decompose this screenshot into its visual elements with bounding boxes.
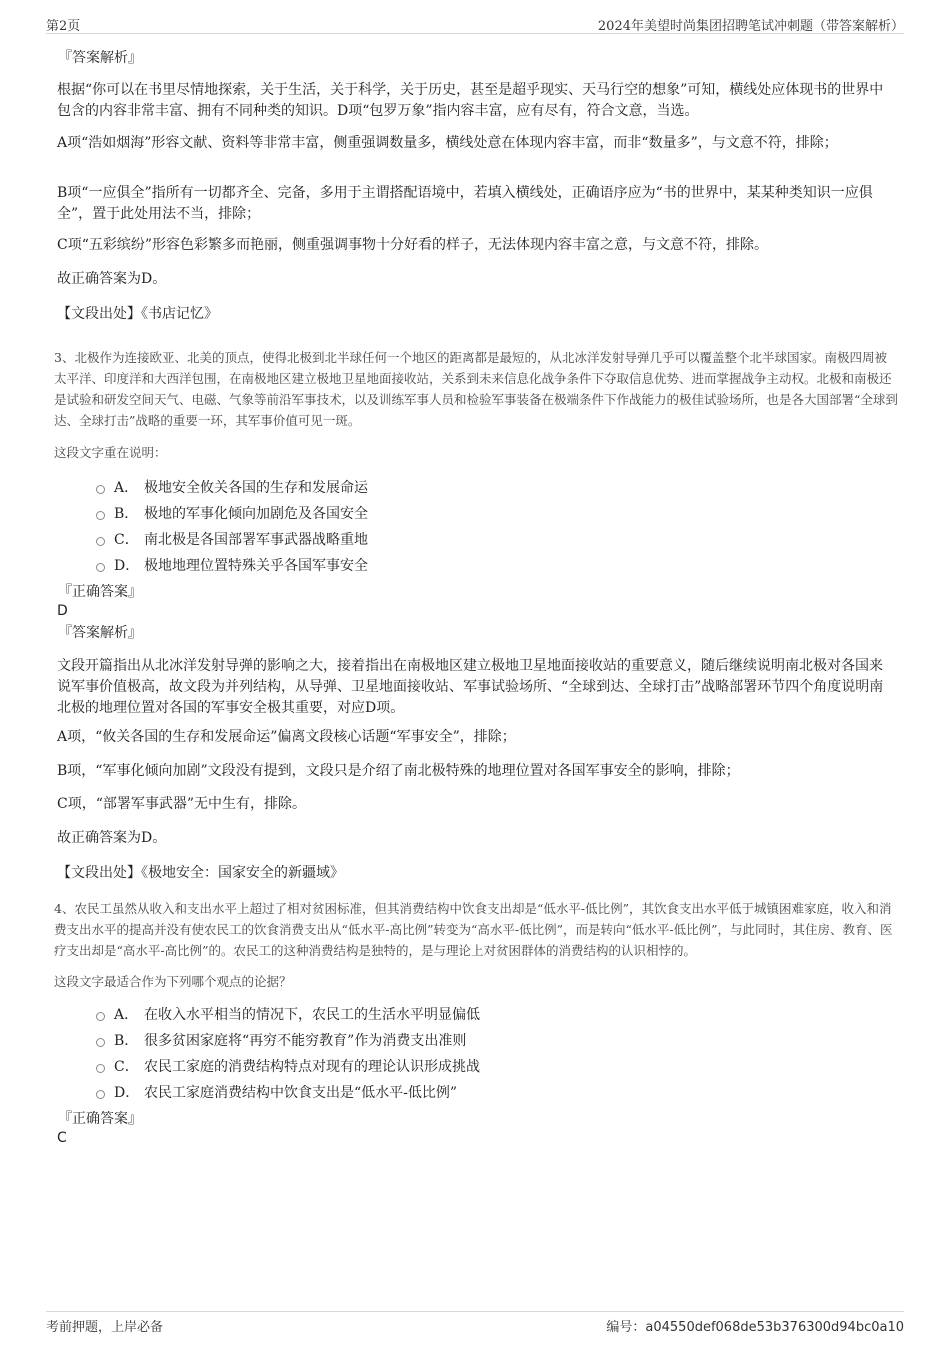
radio-icon[interactable]	[96, 1064, 105, 1073]
q3-analysis-paragraph-1: 文段开篇指出从北冰洋发射导弹的影响之大，接着指出在南极地区建立极地卫星地面接收站的重要意义，随后继续说明南北极对各国来说军事价值极高，故文段为并列结构，从导弹、卫星地面接收站、军事试验场所、“全球到达、全球打击”战略部署环节四个角度说明南北极的地理位置对各国的军事安全极其重要，对应D项。	[57, 658, 884, 716]
radio-icon[interactable]	[96, 563, 105, 572]
q4-option-c[interactable]: C． 农民工家庭的消费结构特点对现有的理论认识形成挑战	[96, 1056, 480, 1076]
radio-icon[interactable]	[96, 1038, 105, 1047]
page-header	[46, 13, 904, 34]
q3-answer-label: 『正确答案』	[58, 584, 142, 600]
footer-slogan: 考前押题，上岸必备	[46, 1320, 164, 1335]
q2-analysis-label: 『答案解析』	[58, 50, 142, 66]
q3-analysis-paragraph-4: C项，“部署军事武器”无中生有，排除。	[57, 796, 307, 812]
q4-answer: C	[57, 1130, 67, 1146]
q3-conclusion: 故正确答案为D。	[57, 830, 167, 846]
q4-question: 这段文字最适合作为下列哪个观点的论据？	[54, 974, 292, 989]
q4-answer-label: 『正确答案』	[58, 1111, 142, 1127]
q3-analysis-paragraph-2: A项，“攸关各国的生存和发展命运”偏离文段核心话题“军事安全”，排除；	[57, 729, 516, 745]
q2-conclusion: 故正确答案为D。	[57, 271, 167, 287]
q3-answer: D	[57, 603, 68, 619]
q3-source: 【文段出处】《极地安全：国家安全的新疆域》	[57, 865, 344, 881]
q3-option-d[interactable]: D． 极地地理位置特殊关乎各国军事安全	[96, 555, 368, 575]
radio-icon[interactable]	[96, 485, 105, 494]
radio-icon[interactable]	[96, 1090, 105, 1099]
page-number: 第2页	[46, 19, 81, 34]
radio-icon[interactable]	[96, 1012, 105, 1021]
q3-option-b[interactable]: B． 极地的军事化倾向加剧危及各国安全	[96, 503, 368, 523]
q2-analysis-paragraph-1: 根据“你可以在书里尽情地探索，关于生活，关于科学，关于历史，甚至是超乎现实、天马行空的想象”可知，横线处应体现书的世界中包含的内容非常丰富、拥有不同种类的知识。D项“包罗万象”指内容丰富，应有尽有，符合文意，当选。	[57, 82, 884, 119]
q2-source: 【文段出处】《书店记忆》	[57, 306, 218, 322]
q2-analysis-paragraph-4: C项“五彩缤纷”形容色彩繁多而艳丽，侧重强调事物十分好看的样子，无法体现内容丰富之意，与文意不符，排除。	[57, 237, 769, 253]
q4-stem: 4、农民工虽然从收入和支出水平上超过了相对贫困标准，但其消费结构中饮食支出却是“低水平-低比例”，其饮食支出水平低于城镇困难家庭，收入和消费支出水平的提高并没有使农民工的饮食消费支出从“低水平-高比例”转变为“高水平-低比例”，而是转向“低水平-低比例”，与此同时，其住房、教育、医疗支出却是“高水平-高比例”的。农民工的这种消费结构是独特的，是与理论上对贫困群体的消费结构的认识相悖的。	[54, 901, 893, 958]
q3-option-a[interactable]: A． 极地安全攸关各国的生存和发展命运	[96, 477, 368, 497]
document-code: 编号：a04550def068de53b376300d94bc0a10	[606, 1320, 904, 1335]
q3-analysis-paragraph-3: B项，“军事化倾向加剧”文段没有提到，文段只是介绍了南北极特殊的地理位置对各国军事安全的影响，排除；	[57, 763, 740, 779]
q2-analysis-paragraph-3: B项“一应俱全”指所有一切都齐全、完备，多用于主谓搭配语境中，若填入横线处，正确语序应为“书的世界中，某某种类知识一应俱全”，置于此处用法不当，排除；	[57, 185, 873, 222]
q4-option-a[interactable]: A． 在收入水平相当的情况下，农民工的生活水平明显偏低	[96, 1004, 480, 1024]
page-footer	[46, 1311, 904, 1334]
radio-icon[interactable]	[96, 511, 105, 520]
document-title: 2024年美望时尚集团招聘笔试冲刺题（带答案解析）	[597, 19, 904, 34]
q4-option-d[interactable]: D． 农民工家庭消费结构中饮食支出是“低水平-低比例”	[96, 1082, 457, 1102]
q3-analysis-label: 『答案解析』	[58, 625, 142, 641]
q3-stem: 3、北极作为连接欧亚、北美的顶点，使得北极到北半球任何一个地区的距离都是最短的，从北冰洋发射导弹几乎可以覆盖整个北半球国家。南极四周被太平洋、印度洋和大西洋包围，在南极地区建立极地卫星地面接收站，关系到未来信息化战争条件下夺取信息优势、进而掌握战争主动权。北极和南极还是试验和研发空间天气、电磁、气象等前沿军事技术，以及训练军事人员和检验军事装备在极端条件下作战能力的极佳试验场所，也是各大国部署“全球到达、全球打击”战略的重要一环，其军事价值可见一斑。	[54, 350, 898, 428]
q3-question: 这段文字重在说明：	[54, 445, 167, 460]
radio-icon[interactable]	[96, 537, 105, 546]
q4-option-b[interactable]: B． 很多贫困家庭将“再穷不能穷教育”作为消费支出准则	[96, 1030, 466, 1050]
q3-option-c[interactable]: C． 南北极是各国部署军事武器战略重地	[96, 529, 368, 549]
q2-analysis-paragraph-2: A项“浩如烟海”形容文献、资料等非常丰富，侧重强调数量多，横线处意在体现内容丰富，而非“数量多”，与文意不符，排除；	[57, 135, 838, 151]
